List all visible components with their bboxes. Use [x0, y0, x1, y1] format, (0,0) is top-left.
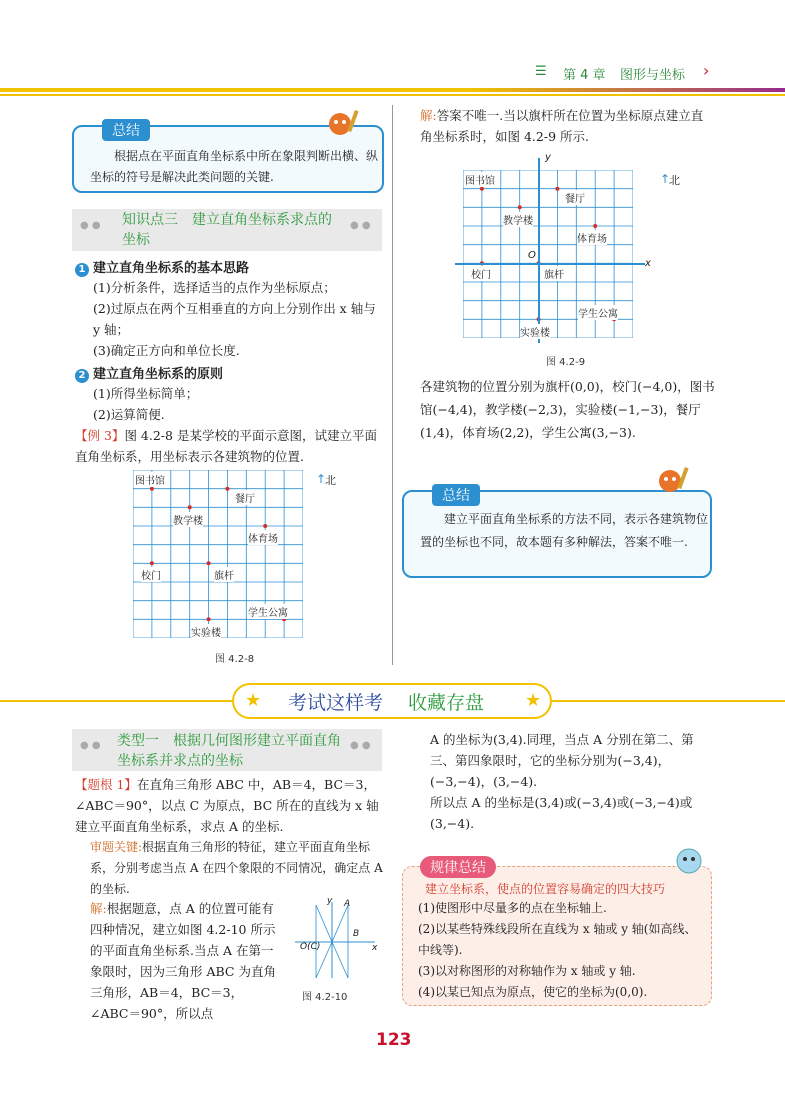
x-axis: [455, 263, 645, 265]
grid8-label-lab: 实验楼: [191, 624, 221, 639]
north-label: 北: [325, 474, 336, 487]
grid9-label-gate: 校门: [471, 266, 491, 281]
header-arrow-icon: ›: [703, 61, 710, 80]
banner-line-left: [0, 700, 232, 702]
question-tag: 【题根 1】: [75, 777, 137, 792]
key-text: 根据直角三角形的特征，建立平面直角坐标系，分别考虑当点 A 在四个象限的不同情况，确定点 A 的坐标.: [90, 840, 383, 896]
section1-line2: (2)过原点在两个互相垂直的方向上分别作出 x 轴与 y 轴；: [93, 301, 376, 337]
grid9-label-dining: 餐厅: [565, 190, 585, 205]
solution-tag: 解:: [420, 108, 437, 123]
figure-caption-10: 图 4.2-10: [302, 992, 348, 1003]
question-text: 在直角三角形 ABC 中，AB＝4，BC＝3，∠ABC＝90°，以点 C 为原点，BC 所在的直线为 x 轴建立平面直角坐标系，求点 A 的坐标.: [75, 777, 379, 834]
y-axis: [538, 158, 540, 343]
summary-tag: 总结: [432, 484, 480, 506]
section2-title: [75, 363, 223, 383]
section1-title: [75, 257, 249, 277]
key-point: [90, 837, 385, 900]
grid9-label-flag: 旗杆: [544, 266, 564, 281]
example3: [75, 425, 385, 467]
section-text: 建立直角坐标系的基本思路: [93, 261, 250, 276]
example-tag: 【例 3】: [75, 428, 125, 443]
section1-line1: (1)分析条件，选择适当的点作为坐标原点；: [93, 280, 336, 295]
section2-line1: (1)所得坐标简单；: [93, 386, 199, 401]
solution2: [90, 898, 280, 1024]
question1: [75, 774, 385, 837]
header-menu-icon: ☰: [535, 64, 547, 79]
north-arrow-icon: ↑: [660, 172, 671, 186]
rule-line2: (2)以某些特殊线段所在直线为 x 轴或 y 轴(如高线、中线等).: [418, 922, 697, 957]
section-text: 建立直角坐标系的原则: [93, 367, 224, 382]
rule-mascot-icon: [674, 846, 704, 876]
solution-text: 根据题意，点 A 的位置可能有四种情况，建立如图 4.2-10 所示的平面直角坐标系.当点 A 在第一象限时，因为三角形 ABC 为直角三角形，AB＝4，BC＝3，∠ABC＝90°，所以点: [90, 901, 276, 1021]
grid8-label-flag: 旗杆: [214, 567, 234, 582]
key-tag: 审题关键:: [90, 840, 143, 854]
banner: [232, 683, 552, 719]
star-icon: ★: [245, 690, 262, 711]
rule-title: 建立坐标系，使点的位置容易确定的四大技巧: [425, 882, 666, 896]
figure-caption-9: 图 4.2-9: [546, 357, 586, 368]
header-chapter: 第 4 章: [563, 68, 606, 83]
fig10-label-y: y: [327, 896, 333, 906]
rule-line4: (4)以某已知点为原点，使它的坐标为(0,0).: [418, 985, 648, 999]
header-title: 图形与坐标: [620, 68, 686, 83]
column-divider: [392, 105, 393, 665]
section2-line2: (2)运算简便.: [93, 407, 165, 422]
rule-line3: (3)以对称图形的对称轴作为 x 轴或 y 轴.: [418, 964, 636, 978]
kp-dots-icon-right: ● ●: [350, 220, 371, 231]
fig10-label-x: x: [372, 943, 378, 953]
banner-title-b: 收藏存盘: [408, 692, 485, 714]
header-rule: [0, 88, 785, 92]
rule-line1: (1)使图形中尽量多的点在坐标轴上.: [418, 901, 607, 915]
grid9-label-dorm: 学生公寓: [578, 305, 618, 320]
fig10-label-oc: O(C): [300, 942, 321, 952]
kp-title: 知识点三 建立直角坐标系求点的坐标: [122, 212, 332, 248]
grid9-label-teaching: 教学楼: [503, 212, 533, 227]
banner-title-a: 考试这样考: [288, 692, 384, 714]
section-num: 2: [75, 369, 89, 383]
grid8-label-dorm: 学生公寓: [248, 604, 288, 619]
section1-line3: (3)确定正方向和单位长度.: [93, 343, 240, 358]
grid9-label-library: 图书馆: [465, 172, 495, 187]
axis-label-x: x: [645, 258, 651, 269]
rule-tag: 规律总结: [420, 856, 496, 878]
triangle-svg: [290, 900, 380, 980]
summary-tag: 总结: [102, 119, 150, 141]
section-num: 1: [75, 263, 89, 277]
figure-4-2-10: [290, 900, 380, 980]
summary-text: 建立平面直角坐标系的方法不同，表示各建筑物位置的坐标也不同，故本题有多种解法，答案不唯一.: [420, 512, 709, 549]
solution2-conclusion: 所以点 A 的坐标是(3,4)或(−3,4)或(−3,−4)或(3,−4).: [430, 795, 693, 831]
fig10-label-b: B: [353, 929, 360, 939]
grid9-label-lab: 实验楼: [520, 324, 550, 339]
page-number: 123: [376, 1030, 412, 1050]
fig10-label-a: A: [344, 899, 351, 909]
grid8-label-dining: 餐厅: [235, 490, 255, 505]
result-text: 各建筑物的位置分别为旗杆(0,0)，校门(−4,0)，图书馆(−4,4)，教学楼(−2,3)，实验楼(−1,−3)，餐厅(1,4)，体育场(2,2)，学生公寓(3,−3).: [420, 379, 715, 440]
solution-text: 答案不唯一.当以旗杆所在位置为坐标原点建立直角坐标系时，如图 4.2-9 所示.: [420, 108, 704, 144]
type-title: 类型一 根据几何图形建立平面直角坐标系并求点的坐标: [117, 733, 341, 769]
grid9-label-stadium: 体育场: [577, 230, 607, 245]
grid8-label-gate: 校门: [141, 567, 161, 582]
solution1: [420, 105, 715, 147]
north-arrow-icon: ↑: [316, 472, 327, 486]
banner-line-right: [552, 700, 785, 702]
mascot-icon: [325, 108, 365, 138]
solution2-continued: A 的坐标为(3,4).同理，当点 A 分别在第二、第三、第四象限时，它的坐标分别为(−3,4)，(−3,−4)，(3,−4).: [430, 732, 694, 789]
kp-dots-icon-right: ● ●: [350, 740, 371, 751]
example-text: 图 4.2-8 是某学校的平面示意图，试建立平面直角坐标系，用坐标表示各建筑物的位置.: [75, 428, 377, 464]
grid8-label-library: 图书馆: [135, 472, 165, 487]
mascot-icon: [655, 465, 695, 495]
figure-caption-8: 图 4.2-8: [215, 654, 255, 665]
grid8-label-teaching: 教学楼: [173, 512, 203, 527]
header-rule-thin: [0, 94, 785, 96]
kp-dots-icon: ● ●: [80, 220, 101, 231]
kp-dots-icon: ● ●: [80, 740, 101, 751]
north-label: 北: [669, 174, 680, 187]
grid8-label-stadium: 体育场: [248, 530, 278, 545]
summary-text: 根据点在平面直角坐标系中所在象限判断出横、纵坐标的符号是解决此类问题的关键.: [90, 149, 379, 184]
solution-tag: 解:: [90, 901, 107, 916]
origin-label: O: [528, 250, 536, 261]
star-icon: ★: [525, 690, 542, 711]
axis-label-y: y: [545, 152, 551, 163]
